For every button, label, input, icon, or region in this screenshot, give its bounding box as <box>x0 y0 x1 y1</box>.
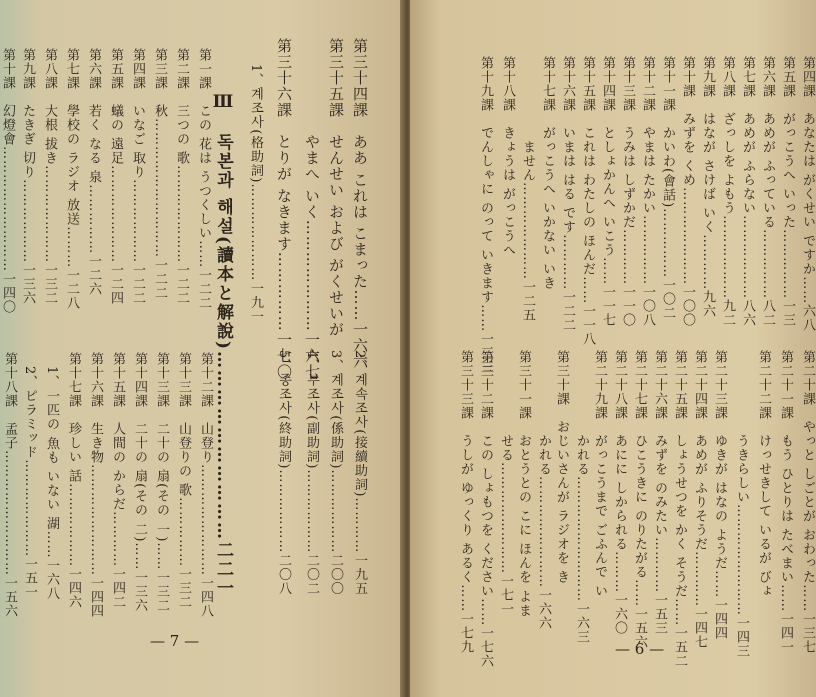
toc-line: 第十六課 いまは はる です…………一二二 <box>560 56 575 333</box>
toc-line: 第二十課 やっと しごとが おわった……一三七 <box>800 350 815 655</box>
toc-line: 第四課 いなご 取り………………一二二 <box>130 48 145 306</box>
toc-line: 第十四課 としょかんへ いこう……一一七 <box>600 56 615 328</box>
left-page <box>0 0 404 697</box>
toc-line: 第八課 大根 拔き…………………一三二 <box>42 48 57 306</box>
toc-line: 第三十二課 この しょもつを ください……一七六 <box>478 350 493 669</box>
toc-line: 第十二課 やまは たかい……………一〇八 <box>640 56 655 328</box>
toc-line: 第二十六課 みずを のみたい…………一五三 <box>652 350 667 636</box>
page-number: — 7 — <box>150 632 200 650</box>
toc-line: ません…………………一二五 <box>520 56 535 322</box>
toc-line: 第二十八課 あにに しかられる………一六〇 <box>612 350 627 636</box>
toc-line: 第二十九課 がっこうまで ごふんで い <box>592 350 607 599</box>
toc-line: 第六課 あめが ふっている……………八二 <box>760 56 775 328</box>
toc-line: 第十三課 山登りの 歌……………一三二 <box>176 352 191 610</box>
toc-line: 第二課 三つの 歌…………………一二二 <box>174 48 189 306</box>
toc-line: 第七課 學校の ラジオ 放送………一二八 <box>64 48 79 311</box>
toc-line: 第九課 はなが さけば いく…………九六 <box>700 56 715 319</box>
page-number: — 6 — <box>615 640 665 658</box>
toc-line: かれる………………………一六三 <box>574 350 589 644</box>
toc-line: 第十一課 かいわ(會話)……………一〇二 <box>660 56 675 321</box>
toc-line: うきらしい……………………一四三 <box>734 350 749 658</box>
toc-line: 第三十三課 うしが ゆっくり あるく……一七九 <box>458 350 473 655</box>
toc-line: 第二十五課 しょうせつを かく そうだ……一五二 <box>672 350 687 669</box>
toc-line: 第十四課 二十の 扇(その 二)……一三六 <box>132 352 147 613</box>
toc-line: 第二十四課 あめが ふりそうだ…………一四七 <box>692 350 707 650</box>
toc-line: 第十五課 これは わたしの ほんだ……一一八 <box>580 56 595 347</box>
toc-line: 第十五課 人間の からだ…………一四二 <box>110 352 125 610</box>
toc-line: 第七課 あめが ふらない………………八六 <box>740 56 755 328</box>
toc-line: 第十八課 孟子………………………一五六 <box>2 352 17 618</box>
toc-line: 1、一匹の 魚も いない 湖……一六八 <box>44 352 59 601</box>
toc-line: 第三十四課 ああ これは こまった……一六六 <box>351 38 369 370</box>
toc-line: 第十八課 きょうは がっこうへ <box>500 56 515 258</box>
toc-line: 第十三課 二十の 扇(その 一)……一三二 <box>154 352 169 613</box>
toc-line: 第四課 あなたは がくせい ですか……六八 <box>800 56 815 333</box>
toc-line: 1、계조사(格助詞)…………………一九一 <box>248 64 263 324</box>
toc-line: 第十七課 珍しい 話………………一四六 <box>66 352 81 610</box>
toc-line: 3、계조사(係助詞)………………二〇〇 <box>328 350 343 596</box>
toc-line: 第二十三課 ゆきが はなの ようだ……一四四 <box>712 350 727 641</box>
toc-line: 第十二課 山登り……………………一四八 <box>198 352 213 618</box>
toc-line: 第三十五課 せんせい および がくせいが <box>327 38 345 338</box>
toc-line: 第一課 この 花は うつくしい……一二二 <box>196 48 211 311</box>
toc-line: 第五課 がっこうへ いった……………一三 <box>780 56 795 328</box>
toc-line: せる……………………一七一 <box>498 350 513 616</box>
right-page <box>410 0 816 697</box>
toc-line: 2、ピラミッド…………………一五一 <box>22 352 37 600</box>
toc-line: 第三十課 おじいさんが ラジオを き <box>554 350 569 585</box>
toc-line: 第十課 幻燈會………………………一四〇 <box>0 48 15 314</box>
toc-line: 第二十一課 もう ひとりは たべまい……一四一 <box>778 350 793 655</box>
toc-line: 第十課 みずを くめ…………………一〇〇 <box>680 56 695 328</box>
toc-line: 第二十七課 ひこうきに のりたがる……一五六 <box>632 350 647 650</box>
toc-line: 第三課 秋…………………………一二二 <box>152 48 167 300</box>
toc-line: 第十九課 でんしゃに のって いきます……一三三 <box>478 56 493 375</box>
toc-line: やまへ いく…………………一六七 <box>303 38 321 380</box>
toc-line: 第五課 蟻の 遠足…………………一二四 <box>108 48 123 306</box>
toc-line: かれる……………………一六六 <box>536 350 551 630</box>
toc-line: 第六課 若く なる 泉……………一二六 <box>86 48 101 297</box>
toc-line: 第十七課 がっこうへ いかない いき <box>540 56 555 291</box>
toc-line: 第十六課 生き物……………………一四四 <box>88 352 103 618</box>
toc-line: 第二十二課 けっせきして いるが びょ <box>756 350 771 599</box>
toc-line: 4、부조사(副助詞)………………二〇二 <box>304 350 319 596</box>
toc-line: 第十三課 うみは しずかだ…………一一〇 <box>620 56 635 328</box>
toc-line: 第九課 たきぎ 切り………………一三六 <box>20 48 35 306</box>
section-title: Ⅲ 독본과 해설(讀本と解說)…………………………二二一 <box>213 92 233 599</box>
toc-line: 第三十一課 おとうとの こに ほんを よま <box>516 350 531 618</box>
toc-line: 第八課 ざっしを よもう………………九二 <box>720 56 735 328</box>
toc-line: 2、계속조사(接續助詞)…………一九五 <box>352 350 367 596</box>
toc-line: 第三十六課 とりが なきます……………一七〇 <box>275 38 293 380</box>
toc-line: 5、종조사(終助詞)………………二〇八 <box>276 350 291 596</box>
